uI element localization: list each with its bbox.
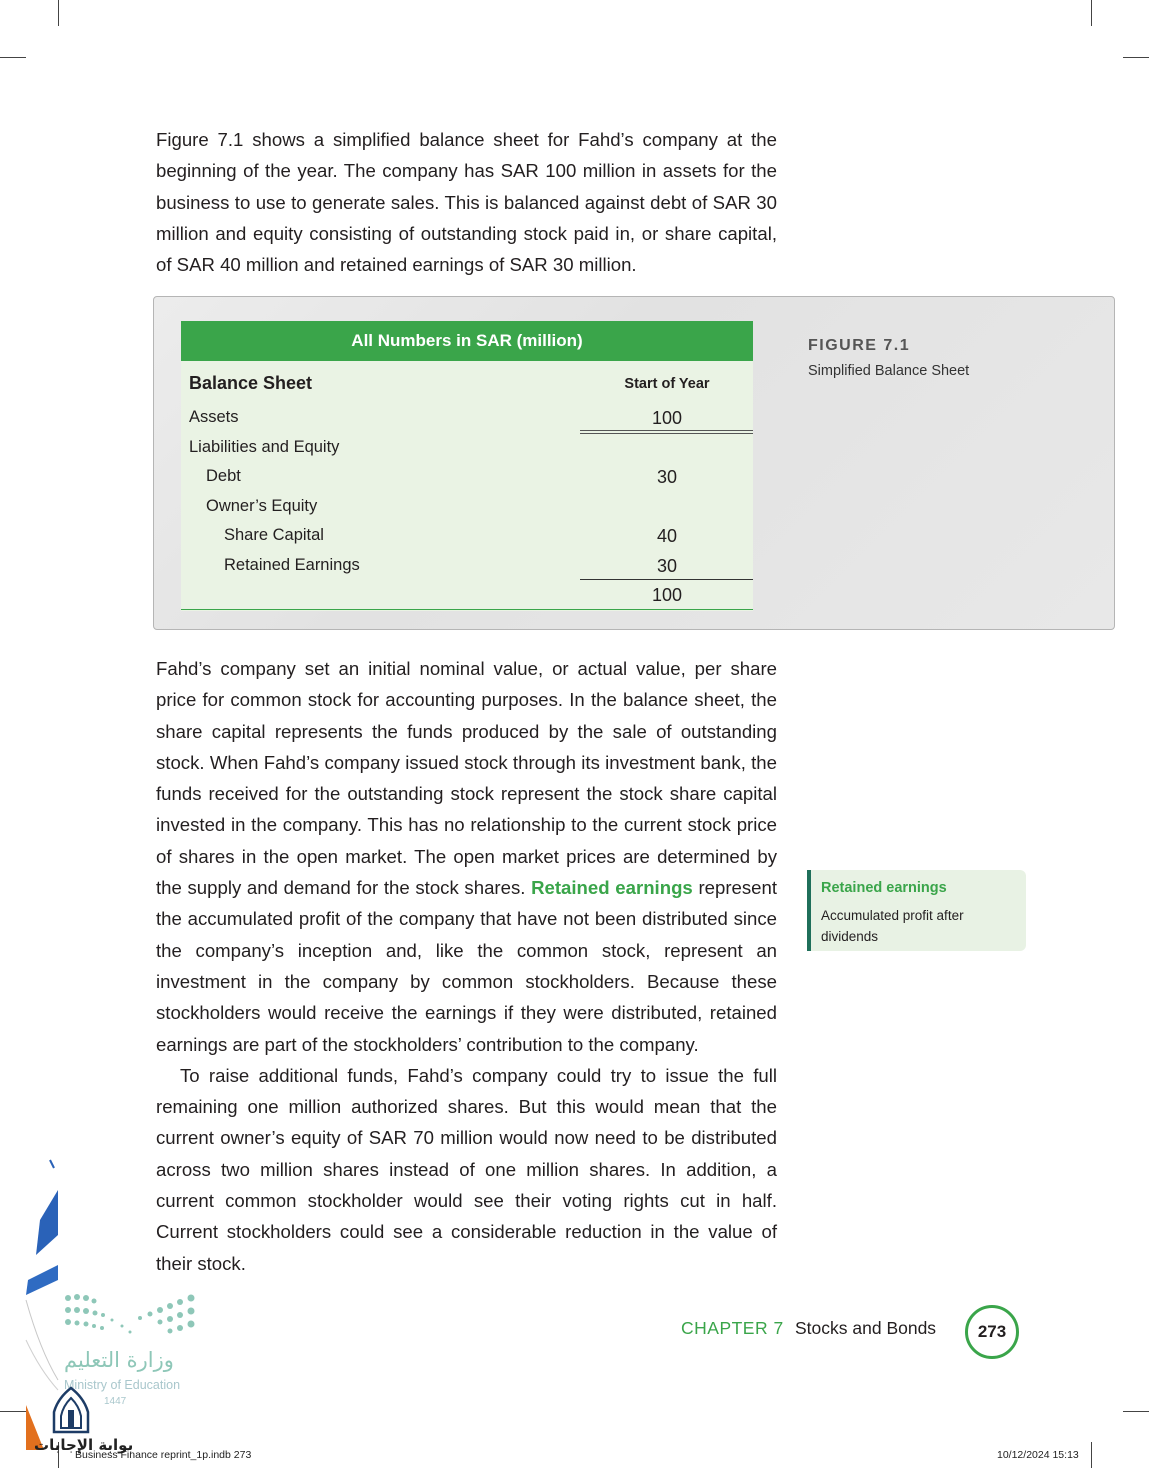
glossary-term: Retained earnings [821,880,947,896]
paragraph-raise-funds: To raise additional funds, Fahd’s company could try to issue the full remaining one million authorized shares. But this would mean that the current owner’s equity of SAR 70 million would now need to be distributed across two million shares instead of one million shares. In addition, a current common stockholder would see their voting rights cut in half. Current stockholders could see a considerable reduction in the value of their stock. [156,1064,777,1274]
figure-caption: Simplified Balance Sheet [808,363,970,379]
row-label: Retained Earnings [224,556,360,574]
table-header: All Numbers in SAR (million) [181,321,753,361]
watermark-emblem-icon [48,1386,94,1436]
total-value: 100 [651,585,683,605]
chapter-label: CHAPTER 7 [681,1318,784,1338]
print-slug-datetime: 10/12/2024 15:13 [997,1449,1079,1461]
print-slug-file: Business Finance reprint_1p.indb 273 [75,1449,252,1461]
crop-mark [0,57,26,58]
intro-paragraph [156,124,777,280]
row-label: Owner’s Equity [206,497,318,515]
body-text [156,653,777,1279]
watermark-text: بوابة الإجابات [34,1436,134,1454]
row-value: 100 [651,408,683,428]
divider [580,579,753,580]
figure-7-1 [153,296,1115,630]
intro-text: Figure 7.1 shows a simplified balance sheet for Fahd’s company at the beginning of the year. The company has SAR 100 million in assets for the business to use to generate sales. This is balanced against debt of SAR 30 million and equity consisting of outstanding stock paid in, or share capital, of SAR 40 million and retained earnings of SAR 30 million. [156,129,777,276]
figure-label: FIGURE 7.1 [808,337,911,354]
keyword-retained-earnings[interactable]: Retained earnings [531,877,693,899]
ministry-logo-dots [64,1292,200,1340]
page-number: 273 [965,1305,1019,1359]
column-header: Start of Year [624,376,710,392]
balance-sheet-table [181,321,753,611]
row-value: 40 [656,526,678,546]
divider [580,430,753,431]
crop-mark [1123,57,1149,58]
table-bottom-rule [181,609,753,610]
row-value: 30 [656,556,678,576]
table-title: Balance Sheet [189,373,313,393]
row-label: Assets [189,408,239,426]
ministry-name-english: Ministry of Education [64,1378,181,1392]
paragraph-retained-earnings [156,653,777,1060]
ministry-name-arabic: وزارة التعليم [64,1348,174,1372]
crop-mark [1091,0,1092,26]
chapter-title: Stocks and Bonds [795,1318,937,1338]
row-label: Liabilities and Equity [189,438,340,456]
glossary-definition: Accumulated profit after dividends [821,908,964,944]
paragraph-text: represent the accumulated profit of the company that have not been distributed since the company’s inception and, like the common stock, represent an investment in the company by common stockholders. Because these stockholders would receive the earnings if they were distributed, retained earnings are part of the stockholders’ contribution to the company. [156,877,778,1055]
row-value: 30 [656,467,678,487]
row-label: Share Capital [224,526,324,544]
crop-mark [58,0,59,26]
row-label: Debt [206,467,241,485]
paragraph-text: Fahd’s company set an initial nominal value, or actual value, per share price for common stock for accounting purposes. In the balance sheet, the share capital represents the funds produced by the sale of outstanding stock. When Fahd’s company issued stock through its investment bank, the funds received for the outstanding stock represent the stock share capital invested in the company. This has no relationship to the current stock price of shares in the open market. The open market prices are determined by the supply and demand for the stock shares. [156,658,777,899]
divider [580,433,753,434]
glossary-sidenote [807,870,1026,951]
crop-mark [1091,1442,1092,1468]
crop-mark [1123,1411,1149,1412]
ministry-year: 1447 [104,1396,127,1407]
